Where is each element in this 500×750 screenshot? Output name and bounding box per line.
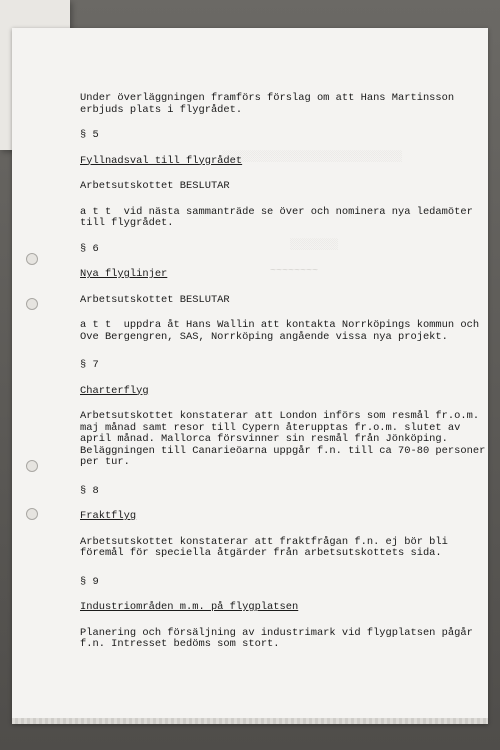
section-number: § 6	[80, 242, 99, 255]
body-line: Planering och försäljning av industrimark vid flygplatsen pågår	[80, 626, 473, 639]
body-line: Arbetsutskottet konstaterar att London införs som resmål fr.o.m.	[80, 410, 480, 422]
body-line: Arbetsutskottet konstaterar att fraktfrågan f.n. ej bör bli	[80, 535, 448, 548]
intro-line: erbjuds plats i flygrådet.	[80, 103, 243, 116]
section-heading: Fyllnadsval till flygrådet	[80, 154, 243, 167]
document-body	[80, 92, 486, 651]
section-heading: Industriområden m.m. på flygplatsen	[80, 601, 299, 613]
body-line: till flygrådet.	[80, 217, 174, 229]
body-line: a t t uppdra åt Hans Wallin att kontakta Norrköpings kommun och	[80, 319, 480, 331]
body-line: Beläggningen till Canarieöarna uppgår f.n. till ca 70-80 personer	[80, 444, 486, 457]
body-line: maj månad samt resor till Cypern återupptas fr.o.m. slutet av	[80, 421, 461, 434]
punch-hole	[26, 298, 38, 310]
body-line: f.n. Intresset bedöms som stort.	[80, 638, 280, 650]
body-line: Ove Bergengren, SAS, Norrköping angående vissa nya projekt.	[80, 330, 448, 343]
bleed-through-text: ░░░░░░░░░░░░░░░░░░░░░░░░░░░░░░	[222, 152, 403, 163]
body-line: per tur.	[80, 456, 130, 468]
section-number: § 7	[80, 359, 99, 371]
intro-line: Under överläggningen framförs förslag om att Hans Martinsson	[80, 92, 455, 104]
section-number: § 5	[80, 129, 99, 141]
punch-hole	[26, 460, 38, 472]
body-line: april månad. Mallorca försvinner sin resmål från Jönköping.	[80, 433, 448, 445]
page-stack-edge	[12, 718, 488, 724]
bleed-through-signature: ~~~~~~~~	[270, 266, 319, 277]
body-line: Arbetsutskottet BESLUTAR	[80, 293, 230, 306]
section-number: § 8	[80, 484, 99, 497]
body-line: a t t vid nästa sammanträde se över och nominera nya ledamöter	[80, 205, 473, 218]
punch-hole	[26, 253, 38, 265]
section-heading: Nya flyglinjer	[80, 268, 168, 280]
section-heading: Charterflyg	[80, 384, 149, 397]
bleed-through-text: ░░░░░░░░	[290, 240, 339, 251]
section-number: § 9	[80, 575, 99, 588]
body-line: föremål för speciella åtgärder från arbetsutskottets sida.	[80, 547, 442, 559]
section-heading: Fraktflyg	[80, 510, 137, 522]
punch-hole	[26, 508, 38, 520]
body-line: Arbetsutskottet BESLUTAR	[80, 180, 230, 192]
